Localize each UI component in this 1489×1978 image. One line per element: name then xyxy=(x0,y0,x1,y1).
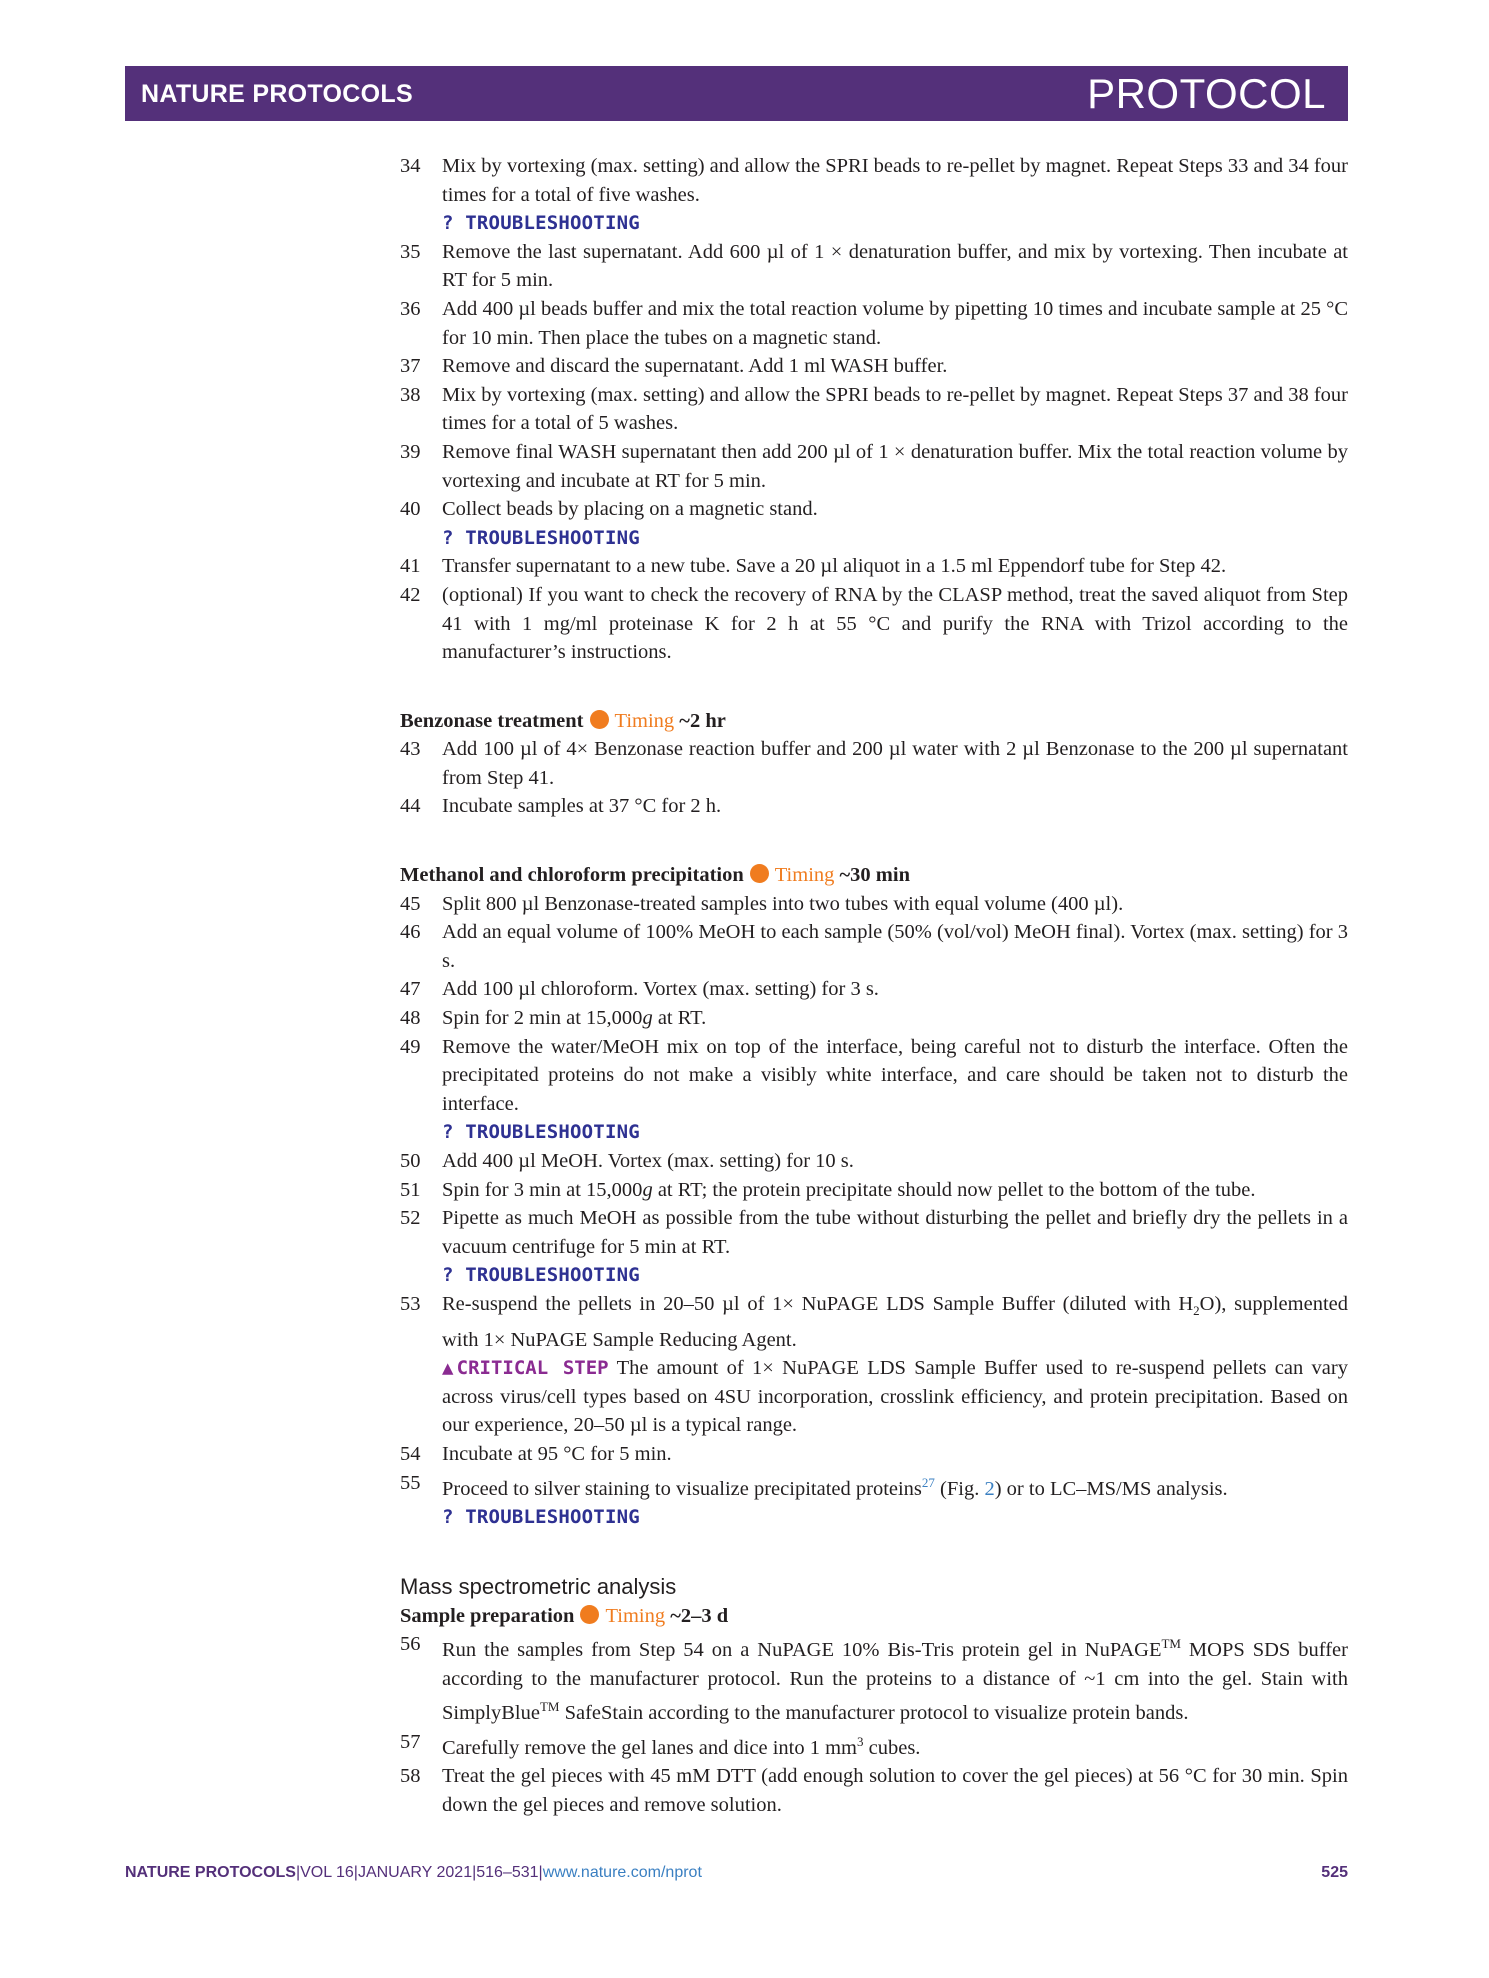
trademark: TM xyxy=(1161,1636,1181,1652)
step-52 xyxy=(400,1204,1348,1290)
timing-dot-icon xyxy=(750,864,769,883)
step-number: 41 xyxy=(400,555,421,578)
step-number: 37 xyxy=(400,355,421,378)
step-text: Add 100 µl chloroform. Vortex (max. setting) for 3 s. xyxy=(442,978,879,1001)
step-number: 43 xyxy=(400,738,421,761)
step-text-part: Run the samples from Step 54 on a NuPAGE 10% Bis-Tris protein gel in NuPAGE xyxy=(442,1639,1162,1662)
subscript: 2 xyxy=(1193,1303,1200,1319)
step-text-part: Spin for 3 min at 15,000 xyxy=(442,1178,643,1201)
gravity-unit: g xyxy=(642,1007,653,1030)
step-text: Remove final WASH supernatant then add 200 µl of 1 × denaturation buffer. Mix the total reaction volume by vortexing and incubate at RT for 5 min. xyxy=(442,440,1348,492)
step-text xyxy=(442,1728,1348,1762)
step-text-part: cubes. xyxy=(863,1736,921,1759)
step-number: 49 xyxy=(400,1035,421,1058)
footer-journal: NATURE PROTOCOLS xyxy=(125,1864,296,1881)
article-type: PROTOCOL xyxy=(1087,70,1326,117)
step-49 xyxy=(400,1033,1348,1147)
timing-label: Timing xyxy=(614,709,675,732)
step-47 xyxy=(400,975,1348,1004)
critical-step-label: ▲CRITICAL STEP xyxy=(442,1357,609,1380)
footer-url-link[interactable]: www.nature.com/nprot xyxy=(542,1864,702,1881)
step-text: Add 100 µl of 4× Benzonase reaction buffer and 200 µl water with 2 µl Benzonase to the 200 µl supernatant from Step 41. xyxy=(442,738,1348,789)
step-34 xyxy=(400,152,1348,238)
timing-dot-icon xyxy=(580,1605,599,1624)
step-58 xyxy=(400,1762,1348,1819)
step-number: 42 xyxy=(400,583,421,606)
step-38 xyxy=(400,381,1348,438)
step-text-part: Spin for 2 min at 15,000 xyxy=(442,1007,643,1030)
step-text xyxy=(442,1290,1348,1354)
step-57 xyxy=(400,1728,1348,1762)
step-text: Pipette as much MeOH as possible from the tube without disturbing the pellet and briefly dry the pellets in a vacuum centrifuge for 5 min at RT. xyxy=(442,1207,1348,1258)
section-heading-methanol xyxy=(400,861,1348,890)
step-text: Mix by vortexing (max. setting) and allow the SPRI beads to re-pellet by magnet. Repeat Steps 37 and 38 four times for a total of 5 washes. xyxy=(442,383,1348,435)
step-39 xyxy=(400,438,1348,495)
step-text-part: MOPS SDS buffer according to the manufacturer protocol. Run the proteins to a distance of ~1 cm into the gel. Stain with SimplyBlue xyxy=(442,1639,1348,1725)
step-text: (optional) If you want to check the recovery of RNA by the CLASP method, treat the saved aliquot from Step 41 with 1 mg/ml proteinase K for 2 h at 55 °C and purify the RNA with Trizol according to the manufacturer’s instructions. xyxy=(442,583,1348,664)
step-number: 34 xyxy=(400,155,421,177)
step-41 xyxy=(400,552,1348,581)
step-46 xyxy=(400,918,1348,975)
troubleshooting-link[interactable]: ? TROUBLESHOOTING xyxy=(442,212,640,235)
troubleshooting-link[interactable]: ? TROUBLESHOOTING xyxy=(442,1506,640,1529)
step-55 xyxy=(400,1469,1348,1532)
timing-dot-icon xyxy=(590,710,609,729)
step-text-part: Carefully remove the gel lanes and dice into 1 mm xyxy=(442,1736,857,1759)
journal-name: NATURE PROTOCOLS xyxy=(141,80,413,108)
figure-link[interactable]: 2 xyxy=(984,1477,995,1500)
reference-link[interactable]: 27 xyxy=(921,1474,935,1490)
step-text: Split 800 µl Benzonase-treated samples into two tubes with equal volume (400 µl). xyxy=(442,892,1124,915)
step-text xyxy=(442,1176,1348,1205)
main-content xyxy=(400,152,1348,1819)
troubleshooting-link[interactable]: ? TROUBLESHOOTING xyxy=(442,526,640,549)
footer-pages: 516–531 xyxy=(476,1864,539,1881)
step-text xyxy=(442,1469,1348,1503)
step-36 xyxy=(400,295,1348,352)
section-title: Benzonase treatment xyxy=(400,709,584,732)
page-number: 525 xyxy=(1321,1864,1348,1881)
step-54 xyxy=(400,1440,1348,1469)
step-45 xyxy=(400,890,1348,919)
header-bar xyxy=(125,66,1348,121)
step-number: 55 xyxy=(400,1471,421,1494)
footer-citation xyxy=(125,1864,702,1882)
troubleshooting-link[interactable]: ? TROUBLESHOOTING xyxy=(442,1121,640,1144)
step-text-part: (Fig. xyxy=(934,1477,985,1500)
trademark: TM xyxy=(539,1699,560,1715)
step-text: Incubate samples at 37 °C for 2 h. xyxy=(442,795,722,818)
step-42 xyxy=(400,581,1348,667)
step-text: Mix by vortexing (max. setting) and allow the SPRI beads to re-pellet by magnet. Repeat Steps 33 and 34 four times for a total of five washes. xyxy=(442,155,1348,206)
footer-separator: | xyxy=(538,1864,543,1881)
step-text-part: Proceed to silver staining to visualize precipitated proteins xyxy=(442,1477,922,1500)
section-title: Methanol and chloroform precipitation xyxy=(400,864,744,887)
step-number: 38 xyxy=(400,383,421,406)
step-56 xyxy=(400,1630,1348,1727)
step-number: 39 xyxy=(400,440,421,463)
step-text: Transfer supernatant to a new tube. Save a 20 µl aliquot in a 1.5 ml Eppendorf tube for Step 42. xyxy=(442,555,1227,578)
section-heading-benzonase xyxy=(400,707,1348,736)
footer-separator: | xyxy=(472,1864,477,1881)
footer-date: JANUARY 2021 xyxy=(357,1864,473,1881)
step-40 xyxy=(400,495,1348,552)
step-number: 47 xyxy=(400,978,421,1001)
critical-step-text: The amount of 1× NuPAGE LDS Sample Buffer used to re-suspend pellets can vary across virus/cell types based on 4SU incorporation, crosslink efficiency, and protein precipitation. Based on our experience, 20–50 µl is a typical range. xyxy=(442,1357,1348,1437)
step-text: Remove the water/MeOH mix on top of the interface, being careful not to disturb the interface. Often the precipitated proteins do not make a visibly white interface, and care should be taken not to disturb the interface. xyxy=(442,1035,1348,1115)
step-text-part: O), supplemented with 1× NuPAGE Sample Reducing Agent. xyxy=(442,1292,1348,1351)
step-number: 51 xyxy=(400,1178,421,1201)
subsection-heading-sample-prep xyxy=(400,1602,1348,1631)
step-text-part: Re-suspend the pellets in 20–50 µl of 1× NuPAGE LDS Sample Buffer (diluted with H xyxy=(442,1292,1194,1315)
timing-label: Timing xyxy=(605,1604,666,1627)
troubleshooting-link[interactable]: ? TROUBLESHOOTING xyxy=(442,1264,640,1287)
step-number: 36 xyxy=(400,297,421,320)
section-heading-mass-spec: Mass spectrometric analysis xyxy=(400,1573,677,1599)
step-50 xyxy=(400,1147,1348,1176)
step-48 xyxy=(400,1004,1348,1033)
footer-volume: VOL 16 xyxy=(300,1864,354,1881)
step-text-part: ) or to LC–MS/MS analysis. xyxy=(994,1477,1228,1500)
step-text: Add 400 µl beads buffer and mix the total reaction volume by pipetting 10 times and incubate sample at 25 °C for 10 min. Then place the tubes on a magnetic stand. xyxy=(442,297,1348,349)
step-number: 46 xyxy=(400,921,421,944)
gravity-unit: g xyxy=(642,1178,653,1201)
footer-separator: | xyxy=(353,1864,358,1881)
footer-separator: | xyxy=(295,1864,301,1881)
step-number: 35 xyxy=(400,240,421,263)
timing-value: ~2 hr xyxy=(679,709,726,732)
step-51 xyxy=(400,1176,1348,1205)
step-number: 52 xyxy=(400,1207,421,1230)
step-text-part: SafeStain according to the manufacturer protocol to visualize protein bands. xyxy=(559,1702,1189,1725)
step-text xyxy=(442,1004,1348,1033)
step-number: 56 xyxy=(400,1633,421,1656)
step-number: 44 xyxy=(400,795,421,818)
step-text xyxy=(442,1630,1348,1727)
step-text: Remove the last supernatant. Add 600 µl of 1 × denaturation buffer, and mix by vortexing. Then incubate at RT for 5 min. xyxy=(442,240,1348,292)
critical-step xyxy=(442,1354,1348,1440)
step-37 xyxy=(400,352,1348,381)
timing-value: ~30 min xyxy=(839,864,910,887)
timing-label: Timing xyxy=(774,864,835,887)
step-text: Remove and discard the supernatant. Add 1 ml WASH buffer. xyxy=(442,355,948,378)
step-number: 48 xyxy=(400,1007,421,1030)
step-text-part: at RT; the protein precipitate should now pellet to the bottom of the tube. xyxy=(652,1178,1256,1201)
step-number: 54 xyxy=(400,1443,421,1466)
step-number: 50 xyxy=(400,1150,421,1172)
step-text: Collect beads by placing on a magnetic stand. xyxy=(442,498,818,521)
step-number: 58 xyxy=(400,1765,421,1788)
step-44 xyxy=(400,792,1348,821)
step-text-part: at RT. xyxy=(652,1007,707,1030)
step-text: Add 400 µl MeOH. Vortex (max. setting) for 10 s. xyxy=(442,1150,854,1172)
step-text: Incubate at 95 °C for 5 min. xyxy=(442,1443,672,1466)
step-number: 53 xyxy=(400,1292,421,1315)
step-number: 40 xyxy=(400,498,421,521)
timing-value: ~2–3 d xyxy=(670,1604,729,1627)
step-text: Add an equal volume of 100% MeOH to each sample (50% (vol/vol) MeOH final). Vortex (max. setting) for 3 s. xyxy=(442,921,1348,972)
step-text: Treat the gel pieces with 45 mM DTT (add enough solution to cover the gel pieces) at 56 °C for 30 min. Spin down the gel pieces and remove solution. xyxy=(442,1765,1348,1816)
step-35 xyxy=(400,238,1348,295)
step-43 xyxy=(400,735,1348,792)
step-number: 57 xyxy=(400,1730,421,1753)
step-number: 45 xyxy=(400,892,421,915)
subsection-title: Sample preparation xyxy=(400,1604,575,1627)
superscript: 3 xyxy=(857,1733,864,1749)
step-53 xyxy=(400,1290,1348,1440)
